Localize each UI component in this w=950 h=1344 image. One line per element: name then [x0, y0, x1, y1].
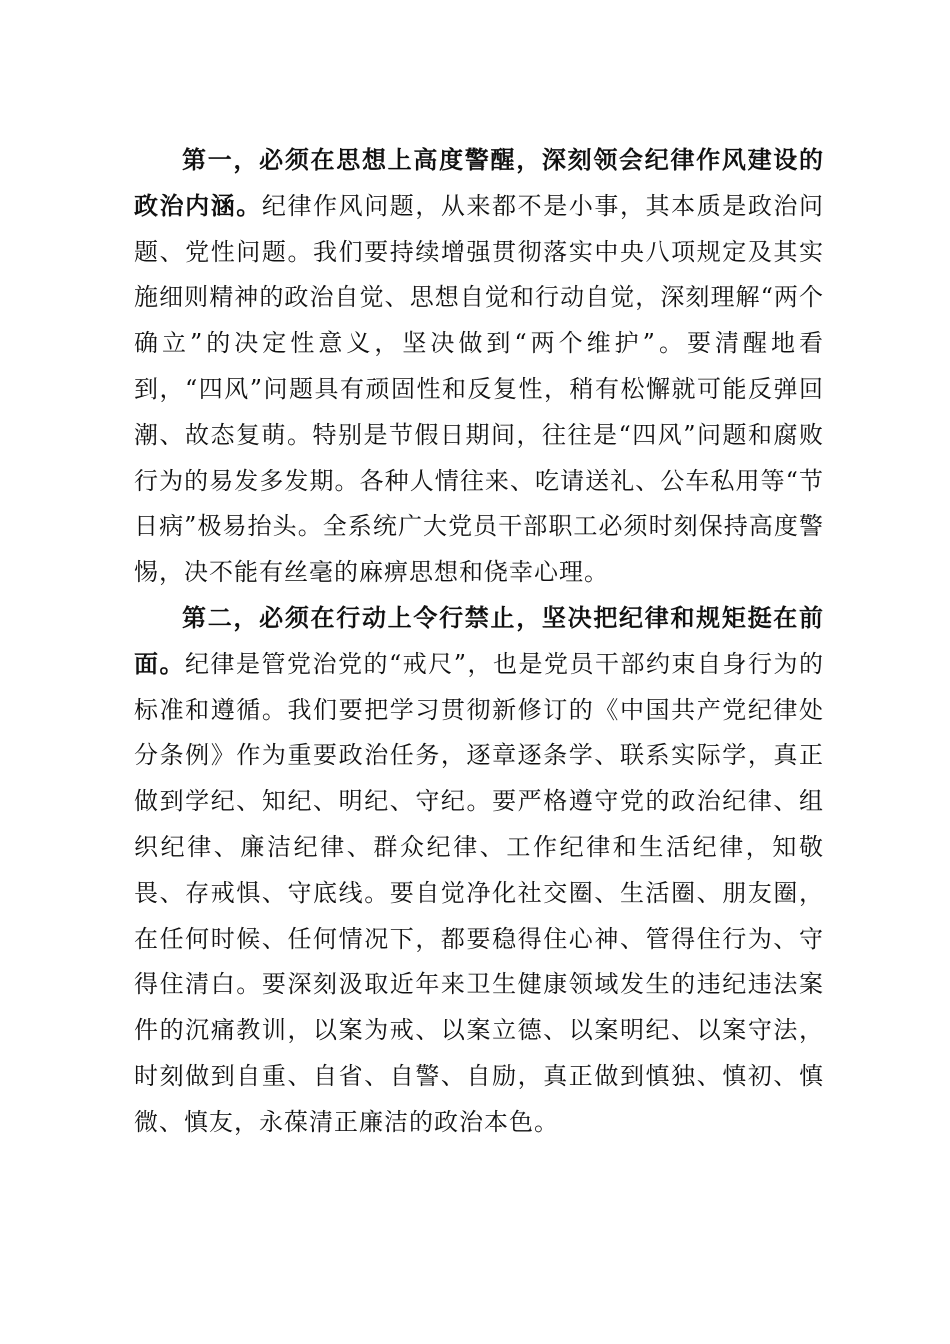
paragraph-second-body: 纪律是管党治党的“戒尺”，也是党员干部约束自身行为的标准和遵循。我们要把学习贯彻新修订的《中国共产党纪律处分条例》作为重要政治任务，逐章逐条学、联系实际学，真正做到学纪、知纪、明纪、守纪。要严格遵守党的政治纪律、组织纪律、廉洁纪律、群众纪律、工作纪律和生活纪律，知敬畏、存戒惧、守底线。要自觉净化社交圈、生活圈、朋友圈，在任何时候、任何情况下，都要稳得住心神、管得住行为、守得住清白。要深刻汲取近年来卫生健康领域发生的违纪违法案件的沉痛教训，以案为戒、以案立德、以案明纪、以案守法，时刻做到自重、自省、自警、自励，真正做到慎独、慎初、慎微、慎友，永葆清正廉洁的政治本色。	[134, 649, 824, 1136]
paragraph-first-body: 纪律作风问题，从来都不是小事，其本质是政治问题、党性问题。我们要持续增强贯彻落实中央八项规定及其实施细则精神的政治自觉、思想自觉和行动自觉，深刻理解“两个确立”的决定性意义，坚决做到“两个维护”。要清醒地看到，“四风”问题具有顽固性和反复性，稍有松懈就可能反弹回潮、故态复萌。特别是节假日期间，往往是“四风”问题和腐败行为的易发多发期。各种人情往来、吃请送礼、公车私用等“节日病”极易抬头。全系统广大党员干部职工必须时刻保持高度警惕，决不能有丝毫的麻痹思想和侥幸心理。	[134, 191, 825, 587]
paragraph-first-lead: 第一，必须在思想上高度警醒，深刻领会纪律作风建设的政治内涵。	[134, 146, 824, 220]
paragraph-first	[134, 138, 824, 596]
document-body	[134, 138, 824, 1146]
paragraph-second-lead: 第二，必须在行动上令行禁止，坚决把纪律和规矩挺在前面。	[134, 603, 824, 678]
paragraph-second	[134, 596, 824, 1146]
